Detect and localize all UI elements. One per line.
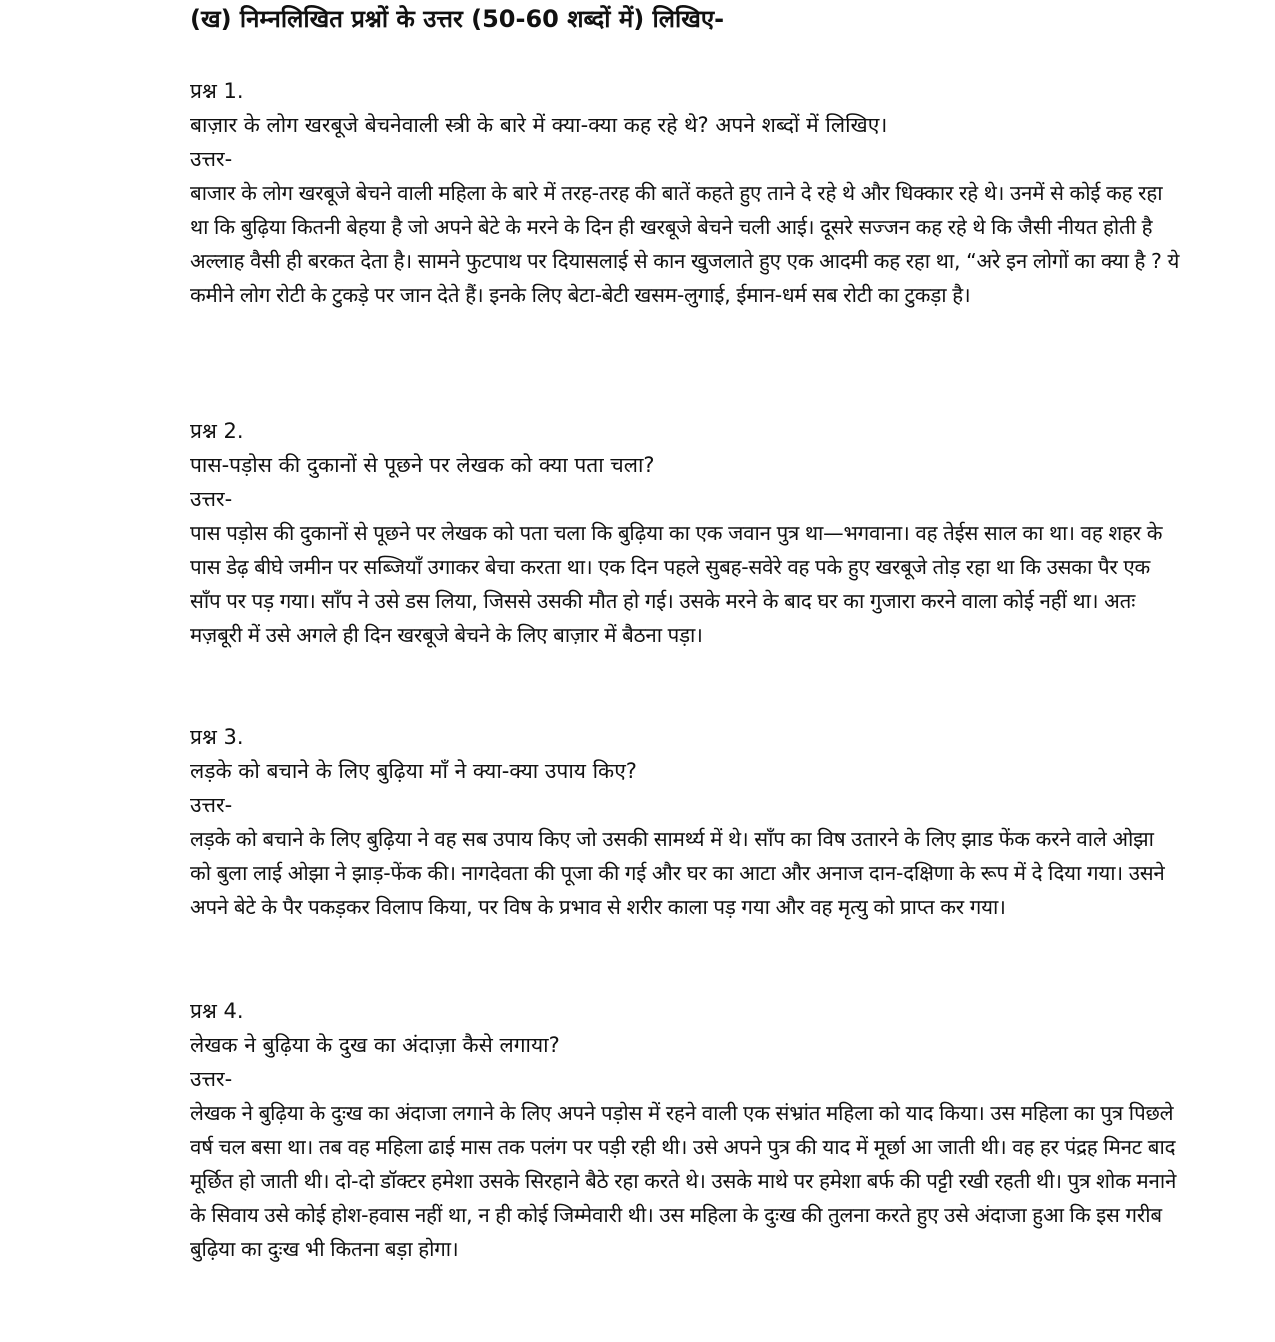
- section-heading: (ख) निम्नलिखित प्रश्नों के उत्तर (50-60 शब्दों में) लिखिए-: [190, 5, 725, 33]
- question-number: प्रश्न 4.: [190, 999, 244, 1023]
- question-block-2: [190, 414, 1180, 652]
- question-block-1: [190, 74, 1180, 312]
- answer-text: पास पड़ोस की दुकानों से पूछने पर लेखक को पता चला कि बुढ़िया का एक जवान पुत्र था—भगवाना। वह तेईस साल का था। वह शहर के पास डेढ़ बीघे जमीन पर सब्जियाँ उगाकर बेचा करता था। एक दिन पहले सुबह-सवेरे वह पके हुए खरबूजे तोड़ रहा था कि उसका पैर एक साँप पर पड़ गया। साँप ने उसे डस लिया, जिससे उसकी मौत हो गई। उसके मरने के बाद घर का गुजारा करने वाला कोई नहीं था। अतः मज़बूरी में उसे अगले ही दिन खरबूजे बेचने के लिए बाज़ार में बैठना पड़ा।: [190, 521, 1163, 647]
- answer-text: बाजार के लोग खरबूजे बेचने वाली महिला के बारे में तरह-तरह की बातें कहते हुए ताने दे रहे थे और धिक्कार रहे थे। उनमें से कोई कह रहा था कि बुढ़िया कितनी बेहया है जो अपने बेटे के मरने के दिन ही खरबूजे बेचने चली आई। दूसरे सज्जन कह रहे थे कि जैसी नीयत होती है अल्लाह वैसी ही बरकत देता है। सामने फुटपाथ पर दियासलाई से कान खुजलाते हुए एक आदमी कह रहा था, “अरे इन लोगों का क्या है ? ये कमीने लोग रोटी के टुकड़े पर जान देते हैं। इनके लिए बेटा-बेटी खसम-लुगाई, ईमान-धर्म सब रोटी का टुकड़ा है।: [190, 181, 1180, 307]
- question-text: पास-पड़ोस की दुकानों से पूछने पर लेखक को क्या पता चला?: [190, 453, 655, 477]
- answer-label: उत्तर-: [190, 147, 233, 171]
- question-number: प्रश्न 2.: [190, 419, 244, 443]
- question-block-4: [190, 994, 1180, 1266]
- question-text: बाज़ार के लोग खरबूजे बेचनेवाली स्त्री के बारे में क्या-क्या कह रहे थे? अपने शब्दों में लिखिए।: [190, 113, 888, 137]
- document-page: [190, 0, 1180, 1261]
- answer-label: उत्तर-: [190, 793, 233, 817]
- question-text: लेखक ने बुढ़िया के दुख का अंदाज़ा कैसे लगाया?: [190, 1033, 560, 1057]
- answer-label: उत्तर-: [190, 1067, 233, 1091]
- answer-text: लड़के को बचाने के लिए बुढ़िया ने वह सब उपाय किए जो उसकी सामर्थ्य में थे। साँप का विष उतारने के लिए झाड फेंक करने वाले ओझा को बुला लाई ओझा ने झाड़-फेंक की। नागदेवता की पूजा की गई और घर का आटा और अनाज दान-दक्षिणा के रूप में दे दिया गया। उसने अपने बेटे के पैर पकड़कर विलाप किया, पर विष के प्रभाव से शरीर काला पड़ गया और वह मृत्यु को प्राप्त कर गया।: [190, 827, 1165, 919]
- answer-text: लेखक ने बुढ़िया के दुःख का अंदाजा लगाने के लिए अपने पड़ोस में रहने वाली एक संभ्रांत महिला को याद किया। उस महिला का पुत्र पिछले वर्ष चल बसा था। तब वह महिला ढाई मास तक पलंग पर पड़ी रही थी। उसे अपने पुत्र की याद में मूर्छा आ जाती थी। वह हर पंद्रह मिनट बाद मूर्छित हो जाती थी। दो-दो डॉक्टर हमेशा उसके सिरहाने बैठे रहा करते थे। उसके माथे पर हमेशा बर्फ की पट्टी रखी रहती थी। पुत्र शोक मनाने के सिवाय उसे कोई होश-हवास नहीं था, न ही कोई जिम्मेवारी थी। उस महिला के दुःख की तुलना करते हुए उसे अंदाजा हुआ कि इस गरीब बुढ़िया का दुःख भी कितना बड़ा होगा।: [190, 1101, 1177, 1261]
- question-text: लड़के को बचाने के लिए बुढ़िया माँ ने क्या-क्या उपाय किए?: [190, 759, 637, 783]
- answer-label: उत्तर-: [190, 487, 233, 511]
- question-block-3: [190, 720, 1180, 924]
- question-number: प्रश्न 1.: [190, 79, 244, 103]
- question-number: प्रश्न 3.: [190, 725, 244, 749]
